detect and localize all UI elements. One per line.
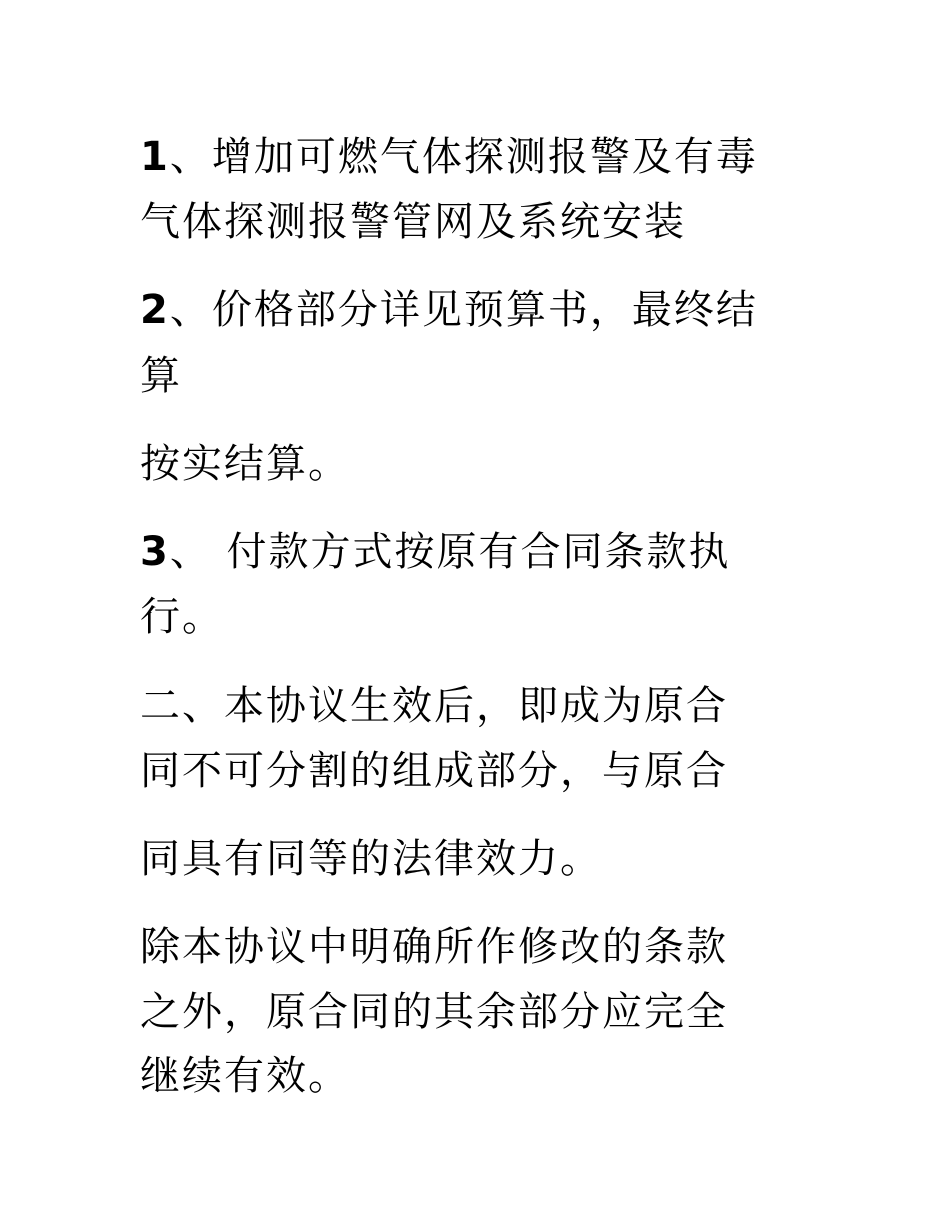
item-1-line-2: 气体探测报警管网及系统安装	[140, 199, 686, 245]
closing-line-3: 继续有效。	[140, 1053, 350, 1099]
closing-line-1: 除本协议中明确所作修改的条款	[140, 924, 728, 970]
item-3-line-2: 行。	[140, 594, 224, 640]
item-2-line-2: 算	[140, 353, 182, 399]
section-two-line-2: 同不可分割的组成部分，与原合	[140, 748, 728, 794]
item-3-number: 3	[140, 529, 170, 575]
item-3-text-1: 、 付款方式按原有合同条款执	[169, 529, 731, 575]
item-1-number: 1	[140, 134, 170, 180]
item-1-text-1: 、增加可燃气体探测报警及有毒	[169, 134, 758, 180]
item-2-line-1	[140, 286, 758, 334]
closing-line-2: 之外，原合同的其余部分应完全	[140, 989, 728, 1035]
item-2-text-1: 、价格部分详见预算书，最终结	[169, 287, 758, 333]
item-2-number: 2	[140, 287, 170, 333]
item-3-line-1	[140, 528, 731, 576]
item-2-line-3: 按实结算。	[140, 441, 350, 487]
item-1-line-1	[140, 133, 758, 181]
section-two-line-1: 二、本协议生效后，即成为原合	[140, 683, 728, 729]
section-two-line-3: 同具有同等的法律效力。	[140, 836, 602, 882]
